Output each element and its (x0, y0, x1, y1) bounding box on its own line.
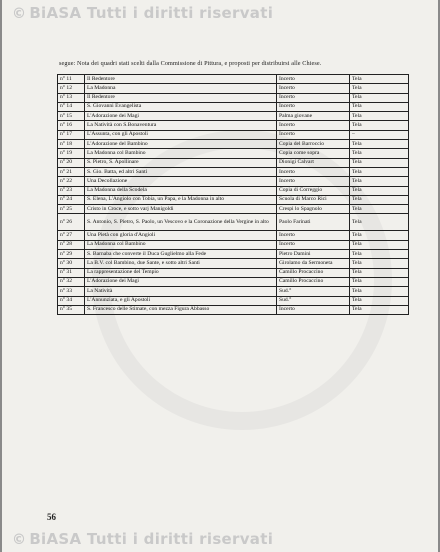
row-number: n° 14 (58, 102, 85, 111)
table-row (58, 305, 409, 314)
table-row (58, 149, 409, 158)
painting-author: Scuola di Marco Rici (277, 195, 350, 204)
row-number: n° 17 (58, 130, 85, 139)
painting-author: Incerto (277, 121, 350, 130)
painting-title: Il Redentore (85, 75, 277, 84)
table-row (58, 231, 409, 240)
table-row (58, 214, 409, 231)
painting-technique: Tela (350, 102, 409, 111)
copyright-icon: © (12, 6, 27, 22)
table-row (58, 130, 409, 139)
painting-title: La Natività con S.Bonaventura (85, 121, 277, 130)
painting-author: Incerto (277, 102, 350, 111)
painting-author: Incerto (277, 130, 350, 139)
painting-title: L'Assunta, con gli Apostoli (85, 130, 277, 139)
painting-title: La Madonna della Scodela (85, 186, 277, 195)
row-number: n° 34 (58, 296, 85, 305)
painting-title: L'Adorazione dei Magi (85, 112, 277, 121)
painting-author: Incerto (277, 84, 350, 93)
row-number: n° 30 (58, 259, 85, 268)
painting-title: S. Gio. Batta, ed altri Santi (85, 167, 277, 176)
painting-author: Camillo Procaccino (277, 277, 350, 286)
row-number: n° 28 (58, 240, 85, 249)
row-number: n° 20 (58, 158, 85, 167)
table-row (58, 167, 409, 176)
table-row (58, 195, 409, 204)
row-number: n° 18 (58, 140, 85, 149)
table-row (58, 240, 409, 249)
painting-author: Palma giovane (277, 112, 350, 121)
painting-technique: Tela (350, 149, 409, 158)
row-number: n° 33 (58, 287, 85, 296)
painting-title: La Natività (85, 287, 277, 296)
painting-author: Pietro Damini (277, 250, 350, 259)
row-number: n° 29 (58, 250, 85, 259)
table-row (58, 112, 409, 121)
painting-title: S. Antonio, S. Pietro, S. Paolo, un Vescovo e la Coronazione della Vergine in alto (85, 214, 277, 231)
painting-technique: Tela (350, 140, 409, 149)
table-row (58, 140, 409, 149)
painting-technique: Tela (350, 167, 409, 176)
row-number: n° 19 (58, 149, 85, 158)
painting-technique: Tela (350, 268, 409, 277)
table-row (58, 287, 409, 296)
painting-author: Copia del Barroccio (277, 140, 350, 149)
painting-technique: Tela (350, 112, 409, 121)
painting-author: Incerto (277, 75, 350, 84)
row-number: n° 35 (58, 305, 85, 314)
table-row (58, 205, 409, 214)
painting-author: Copia come sopra (277, 149, 350, 158)
painting-author: Incerto (277, 177, 350, 186)
table-row (58, 102, 409, 111)
painting-technique: – (350, 130, 409, 139)
painting-technique: Tela (350, 240, 409, 249)
painting-technique: Tela (350, 84, 409, 93)
watermark-top (12, 4, 273, 22)
table-row (58, 158, 409, 167)
painting-author: Incerto (277, 305, 350, 314)
table-row (58, 268, 409, 277)
painting-technique: Tela (350, 93, 409, 102)
table-row (58, 93, 409, 102)
painting-title: La Madonna col Bambino (85, 240, 277, 249)
painting-technique: Tela (350, 195, 409, 204)
table-row (58, 250, 409, 259)
painting-author: Sud.° (277, 287, 350, 296)
watermark-bottom-text: BiASA Tutti i diritti riservati (29, 530, 274, 548)
table-row (58, 75, 409, 84)
painting-title: Il Redentore (85, 93, 277, 102)
copyright-icon: © (12, 532, 27, 548)
painting-title: La B.V. col Bambino, due Sante, e sotto altri Santi (85, 259, 277, 268)
painting-technique: Tela (350, 75, 409, 84)
painting-technique: Tela (350, 231, 409, 240)
painting-title: Una Pietà con gloria d'Angioli (85, 231, 277, 240)
painting-author: Copia di Correggio (277, 186, 350, 195)
painting-author: Paolo Farinati (277, 214, 350, 231)
row-number: n° 12 (58, 84, 85, 93)
painting-author: Incerto (277, 240, 350, 249)
painting-author: Dionigi Calvart (277, 158, 350, 167)
painting-title: L'Annunziata, e gli Apostoli (85, 296, 277, 305)
painting-author: Incerto (277, 231, 350, 240)
painting-title: S. Barnaba che converte il Duca Guglielmo alla Fede (85, 250, 277, 259)
page-heading: segue: Nota dei quadri stati scelti dalla Commissione di Pittura, e proposti per distribuirsi alle Chiese. (59, 60, 322, 67)
painting-author: Camillo Procaccino (277, 268, 350, 277)
painting-title: La Madonna col Bambino (85, 149, 277, 158)
paintings-table-body (58, 75, 409, 315)
painting-title: Una Decollazione (85, 177, 277, 186)
row-number: n° 31 (58, 268, 85, 277)
row-number: n° 27 (58, 231, 85, 240)
painting-technique: Tela (350, 305, 409, 314)
watermark-bottom (12, 530, 273, 548)
painting-author: Crespi lo Spagnolo (277, 205, 350, 214)
table-row (58, 296, 409, 305)
painting-title: Cristo in Croce, e sotto varj Manigoldi (85, 205, 277, 214)
painting-author: Girolamo da Sermoneta (277, 259, 350, 268)
painting-title: La rappresentazione del Tempio (85, 268, 277, 277)
row-number: n° 16 (58, 121, 85, 130)
table-row (58, 84, 409, 93)
row-number: n° 13 (58, 93, 85, 102)
row-number: n° 21 (58, 167, 85, 176)
table-row (58, 259, 409, 268)
document-page (2, 0, 438, 552)
painting-technique: Tela (350, 259, 409, 268)
painting-technique: Tela (350, 250, 409, 259)
painting-technique: Tela (350, 287, 409, 296)
painting-title: L'Adorazione dei Magi (85, 277, 277, 286)
painting-technique: Tela (350, 205, 409, 214)
table-row (58, 177, 409, 186)
page-number: 56 (47, 512, 56, 522)
painting-title: La Madonna (85, 84, 277, 93)
painting-technique: Tela (350, 296, 409, 305)
painting-title: S. Francesco delle Stimate, con mezza Figura Abbasso (85, 305, 277, 314)
row-number: n° 26 (58, 214, 85, 231)
painting-technique: Tela (350, 277, 409, 286)
row-number: n° 32 (58, 277, 85, 286)
painting-technique: Tela (350, 121, 409, 130)
painting-technique: Tela (350, 186, 409, 195)
painting-author: Incerto (277, 167, 350, 176)
painting-title: S. Giovanni Evangelista (85, 102, 277, 111)
table-row (58, 277, 409, 286)
row-number: n° 24 (58, 195, 85, 204)
row-number: n° 15 (58, 112, 85, 121)
painting-title: L'Adorazione del Bambino (85, 140, 277, 149)
table-row (58, 121, 409, 130)
paintings-table (57, 74, 409, 315)
table-row (58, 186, 409, 195)
watermark-top-text: BiASA Tutti i diritti riservati (29, 4, 274, 22)
painting-title: S. Elena, L'Angiolo con Tobia, un Papa, e la Madonna in alto (85, 195, 277, 204)
row-number: n° 11 (58, 75, 85, 84)
painting-technique: Tela (350, 214, 409, 231)
painting-title: S. Pietro, S. Apollinare (85, 158, 277, 167)
row-number: n° 25 (58, 205, 85, 214)
painting-author: Incerto (277, 93, 350, 102)
row-number: n° 23 (58, 186, 85, 195)
row-number: n° 22 (58, 177, 85, 186)
painting-technique: Tela (350, 158, 409, 167)
painting-technique: Tela (350, 177, 409, 186)
painting-author: Sud.° (277, 296, 350, 305)
